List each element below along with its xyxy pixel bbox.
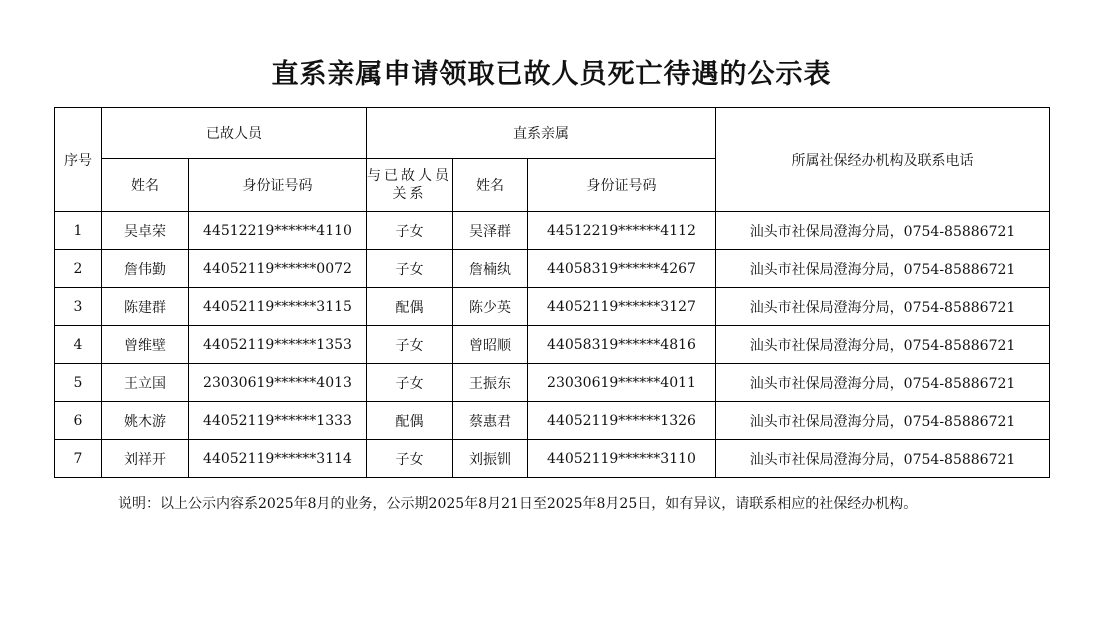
cell-seq: 3 <box>55 288 102 326</box>
cell-relative-id: 44052119******1326 <box>528 402 716 440</box>
cell-relation: 子女 <box>367 250 453 288</box>
cell-deceased-id: 44052119******0072 <box>189 250 367 288</box>
cell-agency: 汕头市社保局澄海分局，0754-85886721 <box>716 250 1050 288</box>
cell-deceased-id: 44052119******3115 <box>189 288 367 326</box>
cell-deceased-id: 44512219******4110 <box>189 212 367 250</box>
page-title: 直系亲属申请领取已故人员死亡待遇的公示表 <box>271 59 832 90</box>
cell-relative-name: 刘振钏 <box>453 440 528 478</box>
cell-seq: 7 <box>55 440 102 478</box>
cell-relative-id: 23030619******4011 <box>528 364 716 402</box>
cell-relative-name: 王振东 <box>453 364 528 402</box>
table-row <box>55 364 1050 402</box>
cell-relative-name: 陈少英 <box>453 288 528 326</box>
cell-deceased-name: 曾维壁 <box>102 326 189 364</box>
cell-relation: 配偶 <box>367 288 453 326</box>
cell-agency: 汕头市社保局澄海分局，0754-85886721 <box>716 440 1050 478</box>
cell-relation: 子女 <box>367 440 453 478</box>
cell-deceased-name: 刘祥开 <box>102 440 189 478</box>
cell-deceased-id: 44052119******3114 <box>189 440 367 478</box>
header-seq: 序号 <box>55 108 102 212</box>
table-row <box>55 326 1050 364</box>
table-row <box>55 288 1050 326</box>
table-row <box>55 402 1050 440</box>
cell-seq: 2 <box>55 250 102 288</box>
cell-seq: 4 <box>55 326 102 364</box>
cell-seq: 5 <box>55 364 102 402</box>
cell-deceased-name: 詹伟勤 <box>102 250 189 288</box>
header-agency: 所属社保经办机构及联系电话 <box>716 108 1050 212</box>
cell-seq: 6 <box>55 402 102 440</box>
header-deceased-group: 已故人员 <box>102 108 367 159</box>
cell-relative-id: 44058319******4267 <box>528 250 716 288</box>
cell-relative-name: 詹楠纨 <box>453 250 528 288</box>
notice-table <box>54 107 1050 478</box>
cell-relative-id: 44052119******3127 <box>528 288 716 326</box>
cell-relative-name: 蔡惠君 <box>453 402 528 440</box>
footnote: 说明：以上公示内容系2025年8月的业务，公示期2025年8月21日至2025年8月25日，如有异议，请联系相应的社保经办机构。 <box>118 496 918 512</box>
cell-relative-id: 44058319******4816 <box>528 326 716 364</box>
cell-relative-name: 曾昭顺 <box>453 326 528 364</box>
cell-relative-id: 44512219******4112 <box>528 212 716 250</box>
cell-relation: 子女 <box>367 326 453 364</box>
cell-agency: 汕头市社保局澄海分局，0754-85886721 <box>716 212 1050 250</box>
cell-agency: 汕头市社保局澄海分局，0754-85886721 <box>716 402 1050 440</box>
cell-deceased-id: 44052119******1333 <box>189 402 367 440</box>
header-deceased-name: 姓名 <box>102 159 189 212</box>
cell-agency: 汕头市社保局澄海分局，0754-85886721 <box>716 364 1050 402</box>
cell-relation: 配偶 <box>367 402 453 440</box>
cell-deceased-id: 23030619******4013 <box>189 364 367 402</box>
cell-agency: 汕头市社保局澄海分局，0754-85886721 <box>716 288 1050 326</box>
cell-agency: 汕头市社保局澄海分局，0754-85886721 <box>716 326 1050 364</box>
cell-relation: 子女 <box>367 364 453 402</box>
cell-deceased-name: 王立国 <box>102 364 189 402</box>
cell-relative-name: 吴泽群 <box>453 212 528 250</box>
cell-deceased-name: 姚木游 <box>102 402 189 440</box>
header-relation: 与已故人员关系 <box>367 159 453 212</box>
cell-deceased-id: 44052119******1353 <box>189 326 367 364</box>
cell-deceased-name: 吴卓荣 <box>102 212 189 250</box>
header-relative-name: 姓名 <box>453 159 528 212</box>
header-relative-id: 身份证号码 <box>528 159 716 212</box>
cell-deceased-name: 陈建群 <box>102 288 189 326</box>
table-row <box>55 212 1050 250</box>
header-deceased-id: 身份证号码 <box>189 159 367 212</box>
cell-relative-id: 44052119******3110 <box>528 440 716 478</box>
cell-relation: 子女 <box>367 212 453 250</box>
table-row <box>55 250 1050 288</box>
cell-seq: 1 <box>55 212 102 250</box>
table-row <box>55 440 1050 478</box>
header-relatives-group: 直系亲属 <box>367 108 716 159</box>
